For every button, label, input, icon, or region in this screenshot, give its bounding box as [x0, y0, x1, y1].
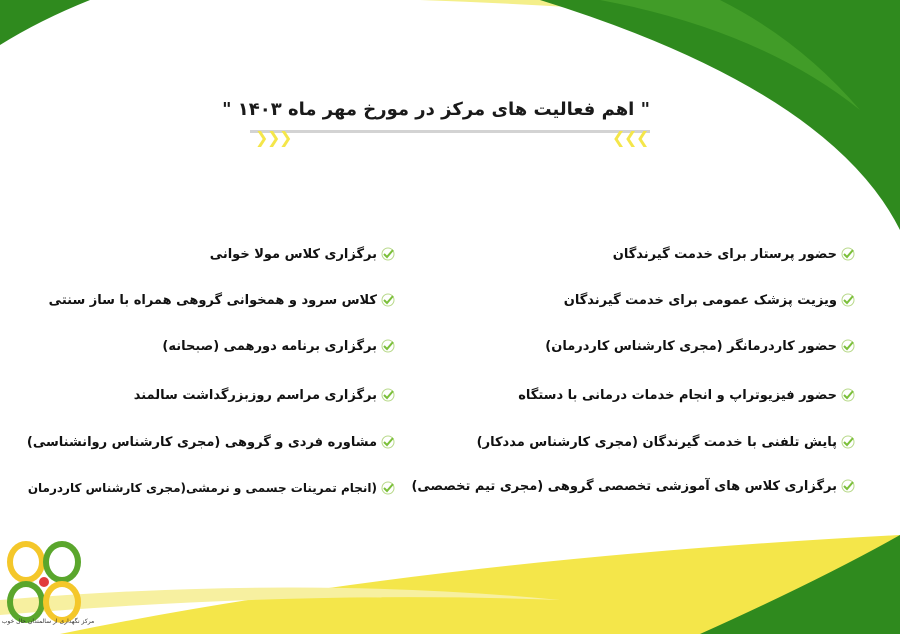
page-title: " اهم فعالیت های مرکز در مورخ مهر ماه ۱۴۰۳ " — [250, 90, 650, 133]
check-icon — [841, 339, 855, 353]
chevron-icon: ❯ — [255, 128, 269, 147]
list-item — [28, 476, 395, 500]
logo-caption: مرکز نگهداری از سالمندان حال خوب — [1, 618, 95, 625]
list-item-label: حضور فیزیوتراپ و انجام خدمات درمانی با دستگاه — [518, 387, 837, 403]
list-item-label: (انجام تمرینات جسمی و نرمشی(مجری کارشناس کاردرمان — [27, 481, 377, 495]
list-item-label: مشاوره فردی و گروهی (مجری کارشناس روانشناسی) — [26, 434, 377, 450]
chevron-icon: ❮ — [612, 128, 626, 147]
list-item-label: کلاس سرود و همخوانی گروهی همراه با ساز سنتی — [48, 292, 377, 308]
check-icon — [381, 247, 395, 261]
list-item-label: برگزاری کلاس مولا خوانی — [209, 246, 377, 262]
chevron-icon: ❯ — [267, 128, 281, 147]
list-item-label: حضور پرستار برای خدمت گیرندگان — [612, 246, 837, 262]
list-item — [411, 474, 855, 498]
chevron-icon: ❮ — [636, 128, 650, 147]
list-item-label: برگزاری برنامه دورهمی (صبحانه) — [162, 338, 377, 354]
list-item-label: برگزاری کلاس های آموزشی تخصصی گروهی (مجری تیم تخصصی) — [411, 478, 837, 494]
list-item — [564, 288, 855, 312]
list-item — [134, 383, 395, 407]
check-icon — [841, 247, 855, 261]
list-item — [49, 288, 395, 312]
list-item — [613, 242, 855, 266]
left-chevrons — [255, 128, 293, 148]
check-icon — [841, 435, 855, 449]
list-item — [210, 242, 395, 266]
list-item-label: برگزاری مراسم روزبزرگداشت سالمند — [133, 387, 377, 403]
check-icon — [381, 435, 395, 449]
check-icon — [841, 293, 855, 307]
check-icon — [841, 479, 855, 493]
list-item — [27, 430, 395, 454]
right-chevrons — [612, 128, 650, 148]
check-icon — [381, 481, 395, 495]
list-item — [545, 334, 855, 358]
chevron-icon: ❮ — [624, 128, 638, 147]
top-left-green — [0, 0, 90, 45]
check-icon — [841, 388, 855, 402]
list-item — [162, 334, 395, 358]
check-icon — [381, 339, 395, 353]
list-item-label: حضور کاردرمانگر (مجری کارشناس کاردرمان) — [545, 338, 837, 354]
check-icon — [381, 293, 395, 307]
list-item — [518, 383, 855, 407]
list-item — [477, 430, 855, 454]
check-icon — [381, 388, 395, 402]
center-logo-icon — [4, 540, 84, 630]
list-item-label: ویزیت پزشک عمومی برای خدمت گیرندگان — [563, 292, 837, 308]
list-item-label: پایش تلفنی با خدمت گیرندگان (مجری کارشناس مددکار) — [476, 434, 837, 450]
chevron-icon: ❯ — [279, 128, 293, 147]
